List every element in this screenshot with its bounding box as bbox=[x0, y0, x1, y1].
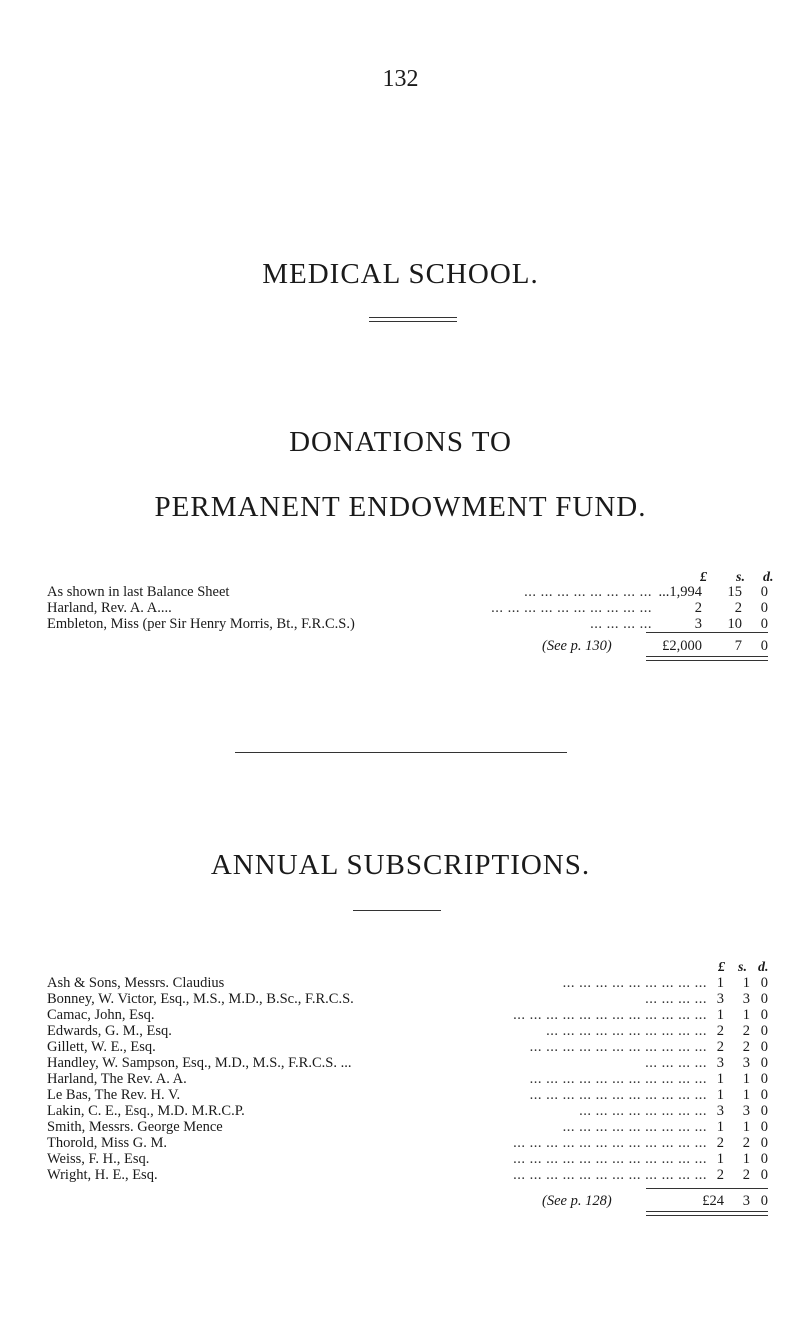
amount-shillings: 10 bbox=[727, 616, 742, 632]
table-row bbox=[47, 1087, 767, 1103]
leader-dots: ... ... ... ... ... ... ... ... ... ... ... ... bbox=[513, 1135, 707, 1151]
amount-pence: 0 bbox=[760, 1007, 768, 1023]
amount-pounds: 1 bbox=[716, 975, 724, 991]
amount-pence: 0 bbox=[760, 616, 768, 632]
amount-shillings: 15 bbox=[727, 584, 742, 600]
amount-pence: 0 bbox=[760, 1039, 768, 1055]
table-row bbox=[47, 1055, 767, 1071]
leader-dots: ... ... ... ... ... ... ... ... ... ... ... bbox=[529, 1087, 707, 1103]
subtotal-rule bbox=[646, 1188, 768, 1189]
subscriptions-title: ANNUAL SUBSCRIPTIONS. bbox=[210, 849, 591, 881]
leader-dots: ... ... ... ... ... ... ... ... ... ... ... ... bbox=[513, 1151, 707, 1167]
amount-shillings: 3 bbox=[742, 1055, 750, 1071]
section-divider bbox=[235, 752, 567, 753]
amount-pounds: ...1,994 bbox=[658, 584, 702, 600]
amount-shillings: 2 bbox=[742, 1023, 750, 1039]
amount-shillings: 2 bbox=[742, 1167, 750, 1183]
amount-shillings: 2 bbox=[742, 1135, 750, 1151]
col-header-pence: d. bbox=[758, 960, 769, 975]
donor-name: Harland, Rev. A. A.... bbox=[47, 600, 172, 616]
amount-pence: 0 bbox=[760, 1151, 768, 1167]
amount-pounds: 3 bbox=[716, 991, 724, 1007]
amount-shillings: 1 bbox=[742, 1007, 750, 1023]
donor-name: As shown in last Balance Sheet bbox=[47, 584, 230, 600]
amount-pounds: 3 bbox=[694, 616, 702, 632]
leader-dots: ... ... ... ... ... ... ... ... ... ... ... bbox=[529, 1071, 707, 1087]
leader-dots: ... ... ... ... ... ... ... ... ... ... bbox=[546, 1023, 707, 1039]
amount-shillings: 1 bbox=[742, 1151, 750, 1167]
amount-pence: 0 bbox=[760, 1087, 768, 1103]
amount-pence: 0 bbox=[760, 975, 768, 991]
amount-shillings: 2 bbox=[734, 600, 742, 616]
col-header-pounds: £ bbox=[718, 960, 725, 975]
leader-dots: ... ... ... ... ... ... ... ... ... bbox=[562, 975, 707, 991]
total-double-rule bbox=[646, 1211, 768, 1216]
amount-pounds: 1 bbox=[716, 1071, 724, 1087]
donor-name: Embleton, Miss (per Sir Henry Morris, Bt., F.R.C.S.) bbox=[47, 616, 355, 632]
table-row bbox=[47, 1167, 767, 1183]
col-header-pence: d. bbox=[763, 570, 774, 585]
total-double-rule bbox=[646, 656, 768, 661]
total-shillings: 7 bbox=[734, 638, 742, 654]
donor-name: Harland, The Rev. A. A. bbox=[47, 1071, 187, 1087]
table-row bbox=[47, 975, 767, 991]
table-row bbox=[47, 1007, 767, 1023]
donor-name: Ash & Sons, Messrs. Claudius bbox=[47, 975, 225, 991]
donor-name: Weiss, F. H., Esq. bbox=[47, 1151, 150, 1167]
subtotal-rule bbox=[646, 632, 768, 633]
total-reference: (See p. 130) bbox=[542, 638, 612, 654]
amount-shillings: 1 bbox=[742, 1087, 750, 1103]
table-row bbox=[47, 1071, 767, 1087]
divider bbox=[369, 317, 457, 318]
amount-pence: 0 bbox=[760, 1119, 768, 1135]
total-reference: (See p. 128) bbox=[542, 1193, 612, 1209]
amount-pounds: 1 bbox=[716, 1119, 724, 1135]
amount-shillings: 3 bbox=[742, 991, 750, 1007]
amount-pence: 0 bbox=[760, 1167, 768, 1183]
table-row bbox=[47, 1023, 767, 1039]
amount-pence: 0 bbox=[760, 1071, 768, 1087]
endowment-title-line1: DONATIONS TO bbox=[289, 426, 512, 458]
total-shillings: 3 bbox=[742, 1193, 750, 1209]
amount-shillings: 1 bbox=[742, 1071, 750, 1087]
amount-pounds: 1 bbox=[716, 1007, 724, 1023]
amount-pounds: 2 bbox=[716, 1023, 724, 1039]
donor-name: Edwards, G. M., Esq. bbox=[47, 1023, 172, 1039]
donor-name: Handley, W. Sampson, Esq., M.D., M.S., F.R.C.S. ... bbox=[47, 1055, 352, 1071]
amount-pence: 0 bbox=[760, 1055, 768, 1071]
col-header-pounds: £ bbox=[700, 570, 707, 585]
leader-dots: ... ... ... ... bbox=[645, 991, 707, 1007]
table-row bbox=[47, 1151, 767, 1167]
amount-shillings: 1 bbox=[742, 1119, 750, 1135]
amount-pounds: 1 bbox=[716, 1087, 724, 1103]
leader-dots: ... ... ... ... ... ... ... ... bbox=[579, 1103, 707, 1119]
amount-shillings: 3 bbox=[742, 1103, 750, 1119]
amount-pounds: 3 bbox=[716, 1055, 724, 1071]
amount-pounds: 2 bbox=[716, 1167, 724, 1183]
total-pence: 0 bbox=[760, 638, 768, 654]
divider bbox=[369, 321, 457, 322]
endowment-title-line2: PERMANENT ENDOWMENT FUND. bbox=[154, 491, 647, 523]
donor-name: Smith, Messrs. George Mence bbox=[47, 1119, 223, 1135]
leader-dots: ... ... ... ... ... ... ... ... ... bbox=[562, 1119, 707, 1135]
amount-pounds: 2 bbox=[694, 600, 702, 616]
leader-dots: ... ... ... ... ... ... ... ... ... ... ... ... bbox=[513, 1007, 707, 1023]
amount-pence: 0 bbox=[760, 1103, 768, 1119]
leader-dots: ... ... ... ... ... ... ... ... bbox=[524, 584, 652, 600]
page-number: 132 bbox=[382, 66, 419, 92]
donor-name: Thorold, Miss G. M. bbox=[47, 1135, 168, 1151]
total-pounds: £24 bbox=[702, 1193, 724, 1209]
amount-pence: 0 bbox=[760, 600, 768, 616]
table-row bbox=[47, 1119, 767, 1135]
divider bbox=[353, 910, 441, 911]
amount-pence: 0 bbox=[760, 1023, 768, 1039]
donor-name: Bonney, W. Victor, Esq., M.S., M.D., B.Sc., F.R.C.S. bbox=[47, 991, 354, 1007]
table-row bbox=[47, 991, 767, 1007]
amount-shillings: 1 bbox=[742, 975, 750, 991]
donor-name: Wright, H. E., Esq. bbox=[47, 1167, 158, 1183]
endowment-total-row bbox=[542, 638, 612, 655]
amount-pounds: 1 bbox=[716, 1151, 724, 1167]
amount-pounds: 3 bbox=[716, 1103, 724, 1119]
leader-dots: ... ... ... ... ... ... ... ... ... ... ... ... bbox=[513, 1167, 707, 1183]
donor-name: Gillett, W. E., Esq. bbox=[47, 1039, 156, 1055]
leader-dots: ... ... ... ... bbox=[590, 616, 652, 632]
col-header-shillings: s. bbox=[736, 570, 745, 585]
amount-shillings: 2 bbox=[742, 1039, 750, 1055]
school-title: MEDICAL SCHOOL. bbox=[262, 258, 539, 290]
amount-pounds: 2 bbox=[716, 1039, 724, 1055]
total-pounds: £2,000 bbox=[662, 638, 702, 654]
donor-name: Le Bas, The Rev. H. V. bbox=[47, 1087, 181, 1103]
leader-dots: ... ... ... ... bbox=[645, 1055, 707, 1071]
table-row bbox=[47, 1039, 767, 1055]
amount-pounds: 2 bbox=[716, 1135, 724, 1151]
subscriptions-total-row bbox=[542, 1193, 612, 1210]
table-row bbox=[47, 1135, 767, 1151]
amount-pence: 0 bbox=[760, 991, 768, 1007]
table-row bbox=[47, 1103, 767, 1119]
amount-pence: 0 bbox=[760, 1135, 768, 1151]
leader-dots: ... ... ... ... ... ... ... ... ... ... ... bbox=[529, 1039, 707, 1055]
amount-pence: 0 bbox=[760, 584, 768, 600]
donor-name: Lakin, C. E., Esq., M.D. M.R.C.P. bbox=[47, 1103, 245, 1119]
donor-name: Camac, John, Esq. bbox=[47, 1007, 155, 1023]
leader-dots: ... ... ... ... ... ... ... ... ... ... bbox=[491, 600, 652, 616]
col-header-shillings: s. bbox=[738, 960, 747, 975]
total-pence: 0 bbox=[760, 1193, 768, 1209]
